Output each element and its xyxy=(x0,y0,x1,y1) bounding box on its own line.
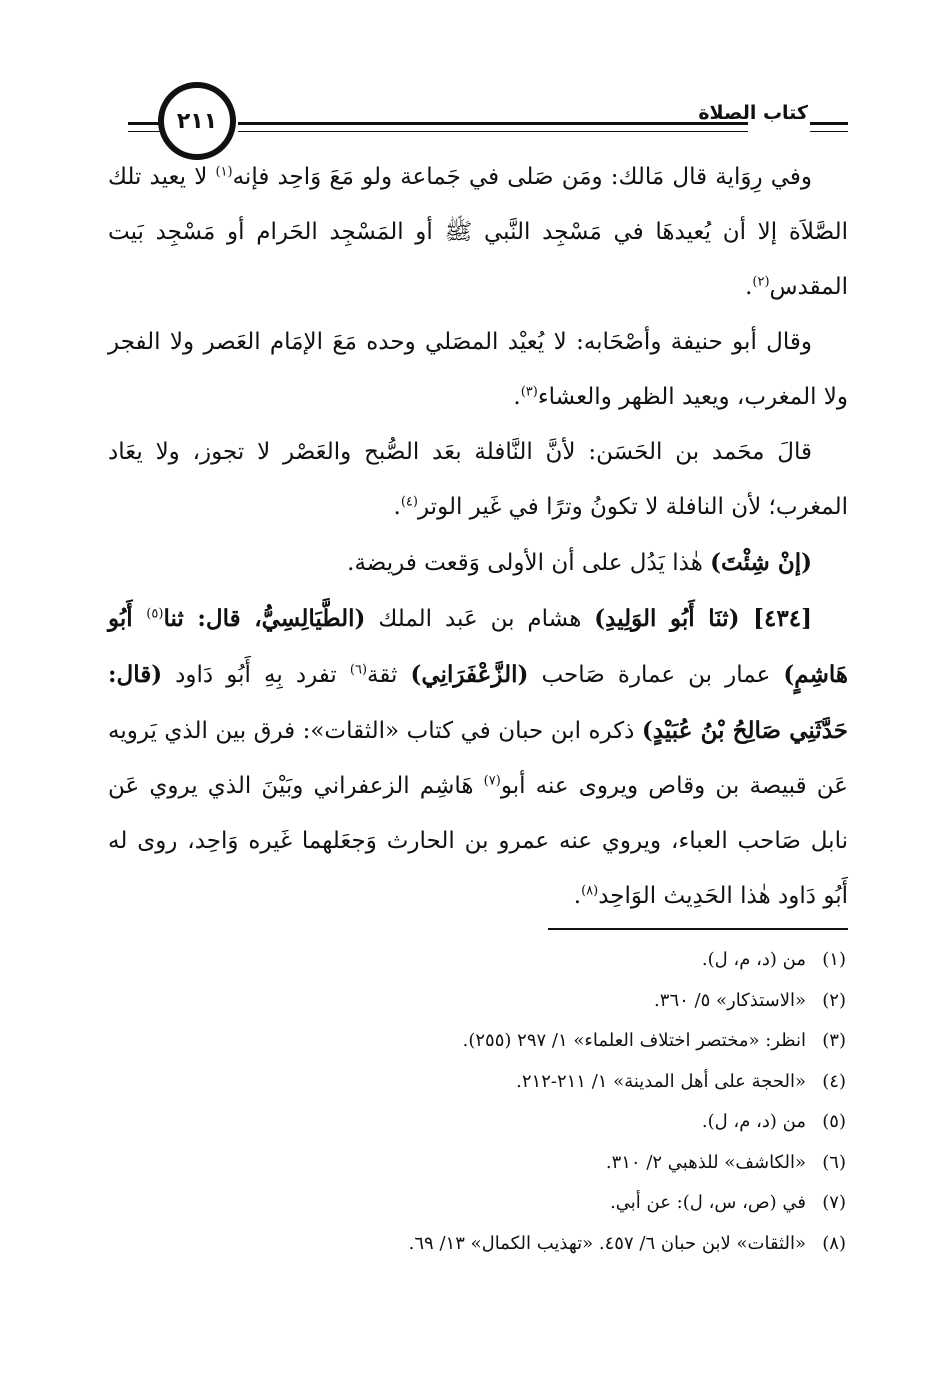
footnote-ref[interactable]: (٢) xyxy=(752,274,770,290)
paragraph-malik xyxy=(108,150,848,315)
text-run: قالَ محَمد بن الحَسَن: لأنَّ النَّافلة بعَد الصُّبح والعَصْر لا تجوز، ولا يعَاد المغرب؛ لأن النافلة لا تكونُ وترًا في غَير الوتر xyxy=(108,439,848,520)
footnote-text: في (ص، س، ل): عن أبي. xyxy=(610,1192,806,1213)
text-run: لا يعيد تلك الصَّلاَة إلا أن يُعيدهَا في مَسْجِد النَّبي ﷺ أو المَسْجِد الحَرام أو مَسْجِد بَيت المقدس xyxy=(108,164,848,300)
text-run: ثقة xyxy=(367,662,411,688)
text-run: هشام بن عَبد الملك xyxy=(365,606,595,632)
bold-run: (ثنَا أَبُو الوَلِيدِ) xyxy=(594,605,754,632)
bold-run: (الطَّيَالِسِيُّ، قال: ثنا xyxy=(163,605,366,632)
footnote-ref[interactable]: (٨) xyxy=(581,883,599,899)
header-rule-right xyxy=(810,122,848,132)
text-run: . xyxy=(573,883,582,909)
footnote-number: (٢) xyxy=(822,989,846,1011)
footnote-ref[interactable]: (٤) xyxy=(400,494,418,510)
footnote-text: «الكاشف» للذهبي ٢/ ٣١٠. xyxy=(605,1151,806,1173)
text-run: وفي رِوَاية قال مَالك: ومَن صَلى في جَماعة ولو مَعَ وَاحِد فإنه xyxy=(232,164,812,190)
footnote-item xyxy=(108,1102,846,1143)
footnote-item xyxy=(108,1183,846,1224)
footnote-text: انظر: «مختصر اختلاف العلماء» ١/ ٢٩٧ (٢٥٥). xyxy=(462,1030,806,1051)
hadith-number: [٤٣٤] xyxy=(753,605,812,632)
text-run: . xyxy=(393,494,401,520)
footnote-separator xyxy=(548,928,848,930)
footnote-number: (٥) xyxy=(822,1111,846,1132)
footnote-ref[interactable]: (٦) xyxy=(349,662,368,678)
header-rule-middle xyxy=(238,122,748,132)
paragraph-in-shita xyxy=(108,535,848,591)
text-run: . xyxy=(513,384,521,410)
footnote-text: من (د، م، ل). xyxy=(701,1111,806,1132)
footnote-item xyxy=(108,981,846,1022)
text-run: وقال أبو حنيفة وأصْحَابه: لا يُعيْد المصَلي وحده مَعَ الإمَام العَصر ولا الفجر ولا المغرب، ويعيد الظهر والعشاء xyxy=(108,329,848,410)
chapter-title: كتاب الصلاة xyxy=(698,102,808,124)
text-run: هٰذا يَدُل على أن الأولى وَقعت فريضة. xyxy=(347,550,711,576)
header-rule-left xyxy=(128,122,164,132)
footnote-number: (٧) xyxy=(822,1192,846,1213)
bold-run: (الزَّعْفَرَانِي) xyxy=(410,661,529,688)
footnote-item xyxy=(108,1062,846,1103)
footnote-ref[interactable]: (٧) xyxy=(483,773,501,789)
footnotes xyxy=(108,940,846,1264)
paragraph-abu-hanifa xyxy=(108,315,848,425)
text-run: هَاشِم الزعفراني وبَيْنَ الذي يروي عَن نابل صَاحب العباء، ويروي عنه عمرو بن الحارث وَجعَلهما غَيره وَاحِد، روى له أَبُو دَاود هٰذا الحَدِيث الوَاحِد xyxy=(108,773,848,909)
footnote-ref[interactable]: (٣) xyxy=(520,384,538,400)
bold-run: (قال: حَدَّثَنِي صَالِحُ بْنُ عُبَيْدٍ) xyxy=(108,661,848,744)
footnote-item xyxy=(108,1143,846,1184)
text-run: . xyxy=(745,274,753,300)
paragraph-muhammad xyxy=(108,425,848,535)
main-text xyxy=(108,150,848,924)
footnote-number: (٦) xyxy=(822,1151,846,1173)
footnote-text: «الثقات» لابن حبان ٦/ ٤٥٧. «تهذيب الكمال» ١٣/ ٦٩. xyxy=(408,1232,806,1254)
text-run: تفرد بِهِ أَبُو دَاود xyxy=(162,662,350,688)
bold-run: أَبُو هَاشِمٍ) xyxy=(108,605,848,688)
paragraph-hadith-434 xyxy=(108,591,848,924)
footnote-number: (٨) xyxy=(822,1232,846,1254)
footnote-number: (٤) xyxy=(822,1070,846,1092)
footnote-text: من (د، م، ل). xyxy=(701,949,806,970)
footnote-item xyxy=(108,940,846,981)
footnote-number: (١) xyxy=(822,949,846,970)
page-number: ٢١١ xyxy=(158,82,236,160)
text-run: ذكره ابن حبان في كتاب «الثقات»: فرق بين الذي يَرويه عَن قبيصة بن وقاص ويروى عنه أبو xyxy=(108,718,848,799)
bold-run: (إنْ شِئْتَ) xyxy=(710,549,812,576)
footnote-text: «الحجة على أهل المدينة» ١/ ٢١١-٢١٢. xyxy=(516,1070,806,1092)
footnote-text: «الاستذكار» ٥/ ٣٦٠. xyxy=(654,989,806,1011)
text-run: عمار بن عمارة صَاحب xyxy=(528,662,784,688)
footnote-ref[interactable]: (٥) xyxy=(146,606,164,622)
footnote-item xyxy=(108,1021,846,1062)
footnote-ref[interactable]: (١) xyxy=(215,164,233,180)
footnote-item xyxy=(108,1224,846,1265)
footnote-number: (٣) xyxy=(822,1030,846,1051)
